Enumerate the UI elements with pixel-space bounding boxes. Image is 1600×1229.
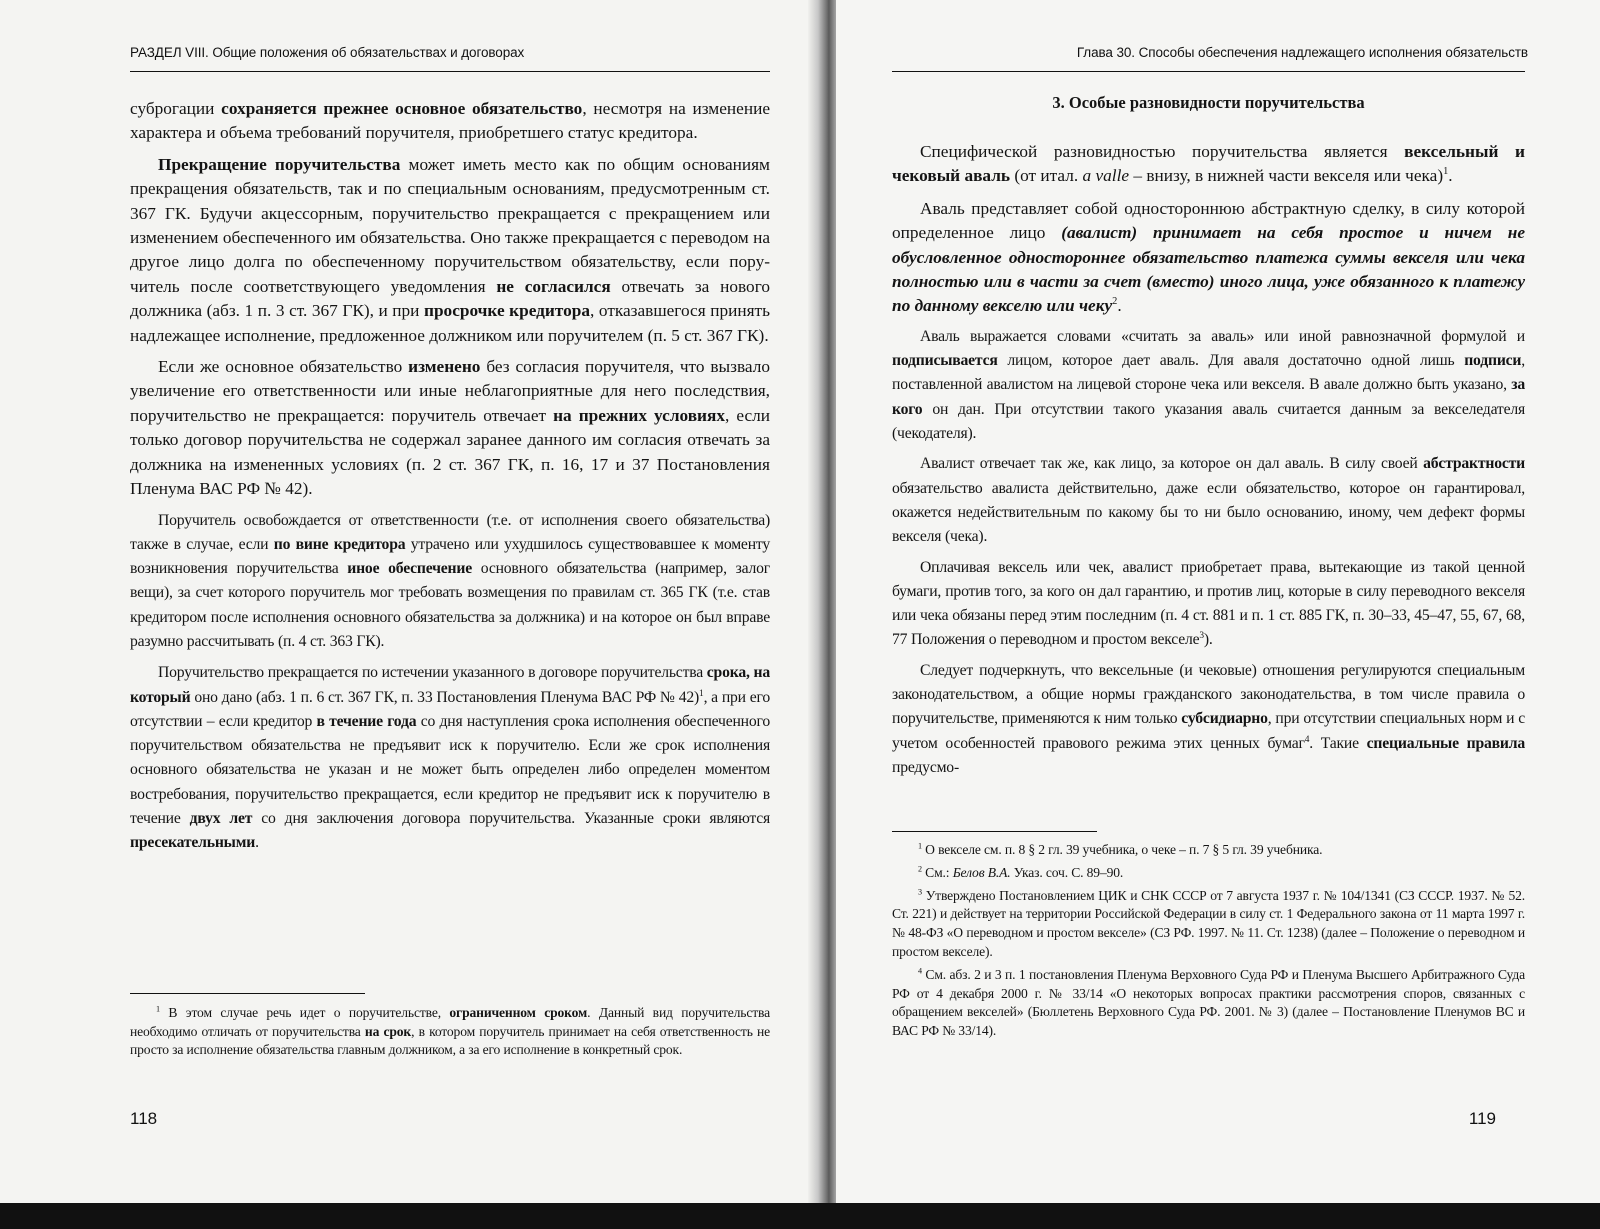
emphasis-run: субсидиарно (1181, 710, 1268, 728)
paragraph (892, 452, 1525, 549)
text-run: . Данный вид поручительства необходимо отличать от поручительства (130, 1005, 770, 1039)
paragraph (130, 355, 770, 501)
emphasis-run: за кого (892, 376, 1525, 418)
emphasis-run: вексельный и чековый аваль (892, 142, 1525, 186)
text-run: – внизу, в нижней части векселя или чека) (1129, 166, 1444, 186)
emphasis-run: a valle (1082, 166, 1130, 186)
paragraph (130, 97, 770, 146)
footnote-rule-right (892, 831, 1097, 832)
footnote-ref: 3 (918, 887, 922, 897)
main-text-left (130, 97, 770, 856)
footnote (892, 841, 1525, 860)
page-number-left: 118 (130, 1109, 158, 1128)
paragraph (892, 659, 1525, 780)
footnote (130, 1004, 770, 1060)
main-text-right (892, 140, 1525, 780)
emphasis-run: по вине кредитора (273, 535, 406, 553)
text-run: , если только договор поручительства не содержал заранее данного им согласия отвечать за должника на измененных условиях (п. 2 ст. 367 ГК, п. 16, 17 и 37 Постановления Пленума ВАС РФ № 42). (130, 405, 770, 499)
emphasis-run: на прежних условиях (553, 405, 725, 425)
header-rule-left (130, 71, 770, 72)
emphasis-run: срока, на который (130, 664, 770, 706)
footnote-ref: 3 (1199, 631, 1204, 642)
section-title: 3. Особые разновидности поручительства (1052, 93, 1365, 112)
text-run: О векселе см. п. 8 § 2 гл. 39 учебника, о чеке – п. 7 § 5 гл. 39 учебника. (921, 842, 1323, 857)
text-run: без согласия поручителя, что вызвало увеличение его ответственности или иные неблагоприятные для него последствия, поручительство не прекращается: поручитель отвечает (130, 357, 770, 425)
page-number-right: 119 (1468, 1109, 1496, 1128)
text-run: Поручитель освобождается от ответственности (т.е. от исполнения своего обязательства) также в случае, если (130, 511, 770, 553)
emphasis-run: подписи (1464, 352, 1522, 370)
footnote-rule-left (130, 993, 365, 994)
text-run: . Такие (1309, 734, 1367, 752)
emphasis-run: изменено (408, 357, 481, 377)
emphasis-run: специальные правила (1366, 734, 1525, 752)
footnote-ref: 1 (699, 688, 704, 699)
footnote-ref: 1 (918, 841, 922, 851)
paragraph (892, 325, 1525, 446)
text-run: Если же основное обязательство (158, 357, 409, 377)
emphasis-run: (авалист) принимает на себя простое и ничем не обусловленное одностороннее обязательство платежа суммы векселя или чека полностью или в части за счет (вместо) иного лица, уже обязанного к платежу по данному векселю или чеку (892, 223, 1525, 316)
text-run: . (1448, 166, 1453, 186)
text-run: , отказавшегося принять надлежащее исполнение, предложенное должником или поручителем (п. 5 ст. 367 ГК). (130, 301, 770, 345)
emphasis-run: абстрактности (1423, 455, 1525, 473)
paragraph (130, 661, 770, 855)
emphasis-run: Прекращение поручительства (158, 154, 401, 174)
text-run: , а при его отсутствии – если кредитор (130, 688, 770, 730)
text-run: Аваль выражается словами «считать за аваль» или иной равнозначной формулой и (920, 327, 1525, 345)
text-run: лицом, которое дает аваль. Для аваля достаточно одной лишь (997, 352, 1465, 370)
running-head-right: Глава 30. Способы обеспечения надлежащего исполнения обязательств (1076, 45, 1528, 60)
text-run: Утверждено Постановлением ЦИК и СНК СССР от 7 августа 1937 г. № 104/1341 (СЗ СССР. 1937. № 52. Ст. 221) и действует на территории Российской Федерации в силу ст. 1 Федерального закона от 11 марта 1997 г. № 48-ФЗ «О переводном и простом векселе» (СЗ РФ. 1997. № 11. Ст. 1238) (далее – Положение о переводном и простом векселе). (892, 887, 1525, 959)
footnotes-left (130, 1004, 770, 1060)
footnote-ref: 1 (156, 1004, 160, 1014)
text-run: Аваль представляет собой одностороннюю абстрактную сделку, в силу которой определенное лицо (892, 198, 1525, 243)
text-run: основного обязательства (например, залог вещи), за счет которого поручитель мог требовать возмещения по правилам ст. 365 ГК (т.е. став кредитором после исполнения основного обязательства за должника) и на которое он был вправе разумно рассчитывать (п. 4 ст. 363 ГК). (130, 560, 770, 650)
footnotes-right (892, 841, 1525, 1045)
text-run: , несмотря на изменение характера и объема требований поручителя, приобретшего статус кредитора. (130, 99, 770, 143)
footnote (892, 966, 1525, 1041)
emphasis-run: двух лет (189, 810, 253, 828)
emphasis-run: пресекательными (130, 834, 256, 852)
emphasis-run: просрочке кредитора (423, 301, 591, 321)
footnote-ref: 2 (918, 864, 922, 874)
footnote (892, 864, 1525, 883)
text-run: См.: (921, 864, 953, 880)
right-page (836, 0, 1600, 1205)
emphasis-run: не согласился (496, 276, 611, 296)
text-run: , в котором поручитель принимает на себя ответственность не просто за исполнение обязательства главным должником, а за его исполнение в конкретный срок. (130, 1023, 771, 1058)
text-run: См. абз. 2 и 3 п. 1 постановления Пленума Верховного Суда РФ и Пленума Высшего Арбитражного Суда РФ от 4 декабря 2000 г. № 33/14 «О некоторых вопросах практики рассмотрения споров, связанных с обращением векселей» (Бюллетень Верховного Суда РФ. 2001. № 3) (далее – Постановление Пленумов ВС и ВАС РФ № 33/14). (892, 966, 1525, 1039)
text-run: утрачено или ухудшилось существовавшее к моменту возникновения поручительства (130, 535, 770, 578)
text-run: оно дано (абз. 1 п. 6 ст. 367 ГК, п. 33 Постановления Пленума ВАС РФ № 42) (190, 688, 700, 706)
text-run: со дня наступления срока исполнения обеспеченного поручительством обязательства не предъявит иск к поручителю. Если же срок исполнения основного обязательства не указан и не может быть определен либо определен моментом востребования, поручительство прекращается, если кредитор не предъявит иск к поручителю в течение (130, 712, 770, 828)
text-run: Поручительство прекращается по истечении указанного в договоре поручительства (158, 664, 707, 682)
text-run: . (1117, 296, 1122, 316)
paragraph (130, 509, 770, 655)
emphasis-run: подписывается (892, 352, 998, 370)
text-run: может иметь место как по общим основаниям прекращения обязательств, так и по специальным основаниям, предусмотренным ст. 367 ГК. Будучи акцессорным, поручительство прекращается с прекращением или изменением обеспеченного им обязательства. Оно также прекращается с переводом на другое лицо долга по обеспеченному поручительством обязательству, если поручитель после соответствующего уведомления (130, 154, 770, 296)
emphasis-run: ограниченном сроком (449, 1005, 588, 1020)
text-run: Специфической разновидностью поручительства является (920, 142, 1405, 161)
text-run: В этом случае речь идет о поручительстве, (159, 1005, 450, 1020)
paragraph (892, 556, 1525, 653)
paragraph (130, 153, 770, 348)
footnote (892, 887, 1525, 962)
emphasis-run: в течение года (316, 712, 417, 730)
emphasis-run: на срок (364, 1023, 412, 1039)
emphasis-run: Белов В.А. (952, 864, 1011, 880)
text-run: Следует подчеркнуть, что вексельные (и чековые) отношения регулируются специальным законодательством, а общие нормы гражданского законодательства, в том числе правила о поручительстве, применяются к ним только (892, 661, 1525, 728)
header-rule-right (892, 71, 1525, 72)
footnote-ref: 4 (1304, 734, 1310, 745)
running-head-left: РАЗДЕЛ VIII. Общие положения об обязательствах и договорах (130, 45, 525, 60)
text-run: . (255, 834, 259, 852)
text-run: Авалист отвечает так же, как лицо, за которое он дал аваль. В силу своей (920, 455, 1424, 473)
footnote-ref: 1 (1443, 166, 1449, 178)
text-run: отвечать за нового должника (абз. 1 п. 3 ст. 367 ГК), и при (130, 276, 770, 321)
footnote-ref: 2 (1112, 296, 1118, 308)
text-run: ). (1203, 631, 1213, 649)
text-run: (от итал. (1010, 166, 1083, 186)
scan-bottom-edge (0, 1203, 1600, 1229)
footnote-ref: 4 (918, 966, 922, 976)
paragraph (892, 197, 1525, 319)
text-run: , при отсутствии специальных норм и с учетом особенностей правового режима этих ценных бумаг (892, 710, 1525, 752)
text-run: обязательство авалиста действительно, даже если обязательство, которое он гарантировал, окажется недействительным по какому бы то ни было основанию, иному, чем дефект формы векселя (чека). (892, 479, 1525, 546)
text-run: со дня заключения договора поручительства. Указанные сроки являются (252, 810, 771, 828)
paragraph (892, 140, 1525, 189)
emphasis-run: сохраняется прежнее основное обязательство (221, 99, 583, 118)
emphasis-run: иное обеспечение (347, 560, 472, 578)
text-run: Указ. соч. С. 89–90. (1010, 864, 1124, 880)
text-run: он дан. При отсутствии такого указания аваль считается данным за векселедателя (чекодателя). (892, 400, 1525, 443)
text-run: Оплачивая вексель или чек, авалист приобретает права, вытекающие из такой ценной бумаги, против того, за кого он дал гарантию, и против лиц, которые в силу переводного векселя или чека обязаны перед этим последним (п. 4 ст. 881 и п. 1 ст. 885 ГК, п. 30–33, 45–47, 55, 67, 68, 77 Положения о переводном и простом векселе (892, 558, 1525, 649)
text-run: предусмо- (892, 758, 959, 776)
text-run: суброгации (130, 99, 222, 118)
text-run: , поставленной авалистом на лицевой стороне чека или векселя. В авале должно быть указано, (892, 352, 1525, 394)
